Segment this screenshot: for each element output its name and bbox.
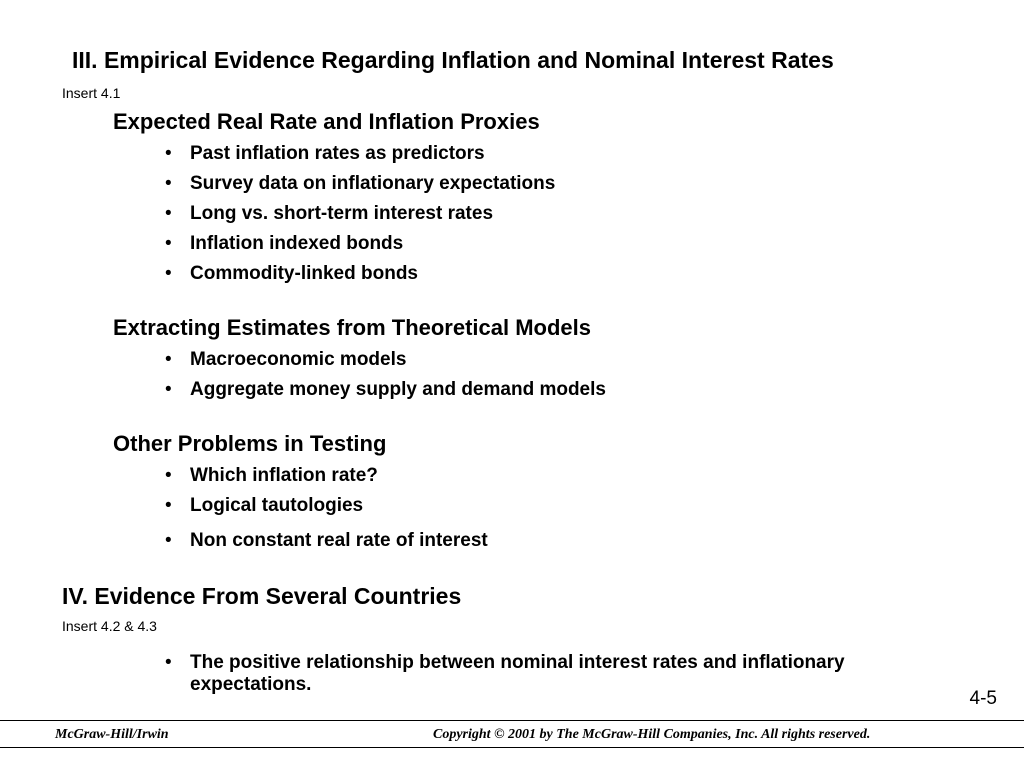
list-item: • The positive relationship between nominal interest rates and inflationary expectations. xyxy=(165,652,845,695)
bullet-icon: • xyxy=(165,263,172,284)
slide-number: 4-5 xyxy=(969,688,997,709)
bullet-icon: • xyxy=(165,465,172,486)
list-item: • Aggregate money supply and demand models xyxy=(165,379,606,400)
list-item: • Which inflation rate? xyxy=(165,465,378,486)
bullet-icon: • xyxy=(165,143,172,164)
list-item: • Survey data on inflationary expectations xyxy=(165,173,556,194)
list-item: • Past inflation rates as predictors xyxy=(165,143,485,164)
list-item: • Inflation indexed bonds xyxy=(165,233,404,254)
bullet-icon: • xyxy=(165,379,172,400)
insert-label: Insert 4.2 & 4.3 xyxy=(62,618,157,634)
bullet-icon: • xyxy=(165,173,172,194)
bullet-list-problems xyxy=(165,465,488,560)
bullet-list-proxies xyxy=(165,143,555,293)
section-heading-problems: Other Problems in Testing xyxy=(113,431,387,456)
section-heading-countries: IV. Evidence From Several Countries xyxy=(62,583,462,609)
bullet-icon: • xyxy=(165,203,172,224)
bullet-icon: • xyxy=(165,349,172,370)
list-item: • Commodity-linked bonds xyxy=(165,263,418,284)
section-heading-proxies: Expected Real Rate and Inflation Proxies xyxy=(113,109,540,134)
insert-label: Insert 4.1 xyxy=(62,85,121,101)
list-item: • Long vs. short-term interest rates xyxy=(165,203,494,224)
footer-divider-bottom xyxy=(0,747,1024,748)
section-heading-models: Extracting Estimates from Theoretical Models xyxy=(113,315,592,340)
bullet-icon: • xyxy=(165,495,172,516)
footer-divider-top xyxy=(0,720,1024,721)
bullet-list-countries xyxy=(165,652,885,696)
bullet-icon: • xyxy=(165,233,172,254)
footer-copyright: Copyright © 2001 by The McGraw-Hill Companies, Inc. All rights reserved. xyxy=(433,727,871,742)
list-item: • Non constant real rate of interest xyxy=(165,530,488,551)
list-item: • Logical tautologies xyxy=(165,495,364,516)
bullet-icon: • xyxy=(165,652,172,673)
footer-publisher: McGraw-Hill/Irwin xyxy=(55,727,169,742)
bullet-icon: • xyxy=(165,530,172,551)
slide-title: III. Empirical Evidence Regarding Inflation and Nominal Interest Rates xyxy=(72,47,834,73)
list-item: • Macroeconomic models xyxy=(165,349,407,370)
bullet-list-models xyxy=(165,349,606,409)
